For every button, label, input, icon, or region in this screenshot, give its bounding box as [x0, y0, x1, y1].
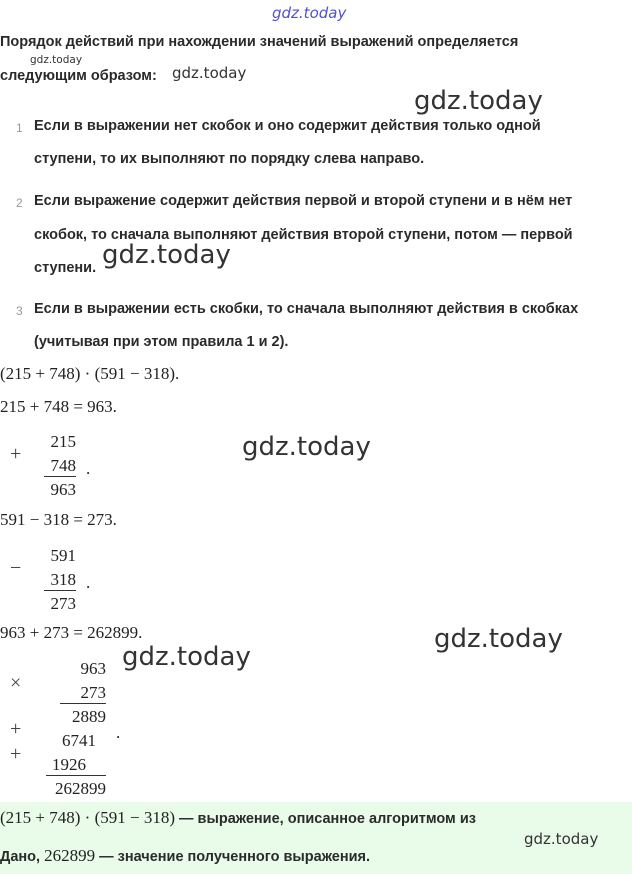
expression: (215 + 748) · (591 − 318).: [0, 364, 180, 383]
step-subtraction: 591 − 318 = 273.: [0, 510, 117, 529]
rule-2-line-2: скобок, то сначала выполняют действия второй ступени, потом — первой: [34, 227, 573, 243]
rule-1-line-1: Если в выражении нет скобок и оно содержит действия только одной: [34, 118, 541, 134]
header-watermark: gdz.today: [272, 4, 347, 22]
addend-2: 748: [44, 456, 76, 477]
partial-product-1: 2889: [72, 707, 106, 726]
answer-text-1: — выражение, описанное алгоритмом из: [174, 811, 476, 827]
answer-text-2: Дано,: [0, 849, 45, 865]
plus-operator: +: [10, 443, 22, 465]
rule-1-line-2: ступени, то их выполняют по порядку слева направо.: [34, 151, 425, 167]
watermark-large: gdz.today: [434, 624, 563, 654]
watermark-large: gdz.today: [122, 642, 251, 672]
intro-line-2: следующим образом:: [0, 68, 157, 84]
plus-operator: +: [10, 718, 22, 740]
rule-3-line-1: Если в выражении есть скобки, то сначала выполняют действия в скобках: [34, 301, 579, 317]
period: .: [86, 573, 91, 592]
plus-operator: +: [10, 743, 22, 765]
intro-line-1: Порядок действий при нахождении значений выражений определяется: [0, 34, 519, 50]
answer-line-1: [0, 808, 476, 828]
minuend: 591: [50, 546, 76, 565]
answer-value: 262899: [44, 846, 96, 865]
minus-operator: −: [10, 557, 22, 579]
answer-line-2: [0, 846, 370, 866]
rule-number-1: 1: [16, 121, 23, 135]
partial-product-2: 6741: [62, 731, 96, 750]
answer-text-3: — значение полученного выражения.: [95, 849, 371, 865]
addend-1: 215: [50, 432, 76, 451]
difference-result: 273: [50, 594, 76, 613]
partial-product-3: 1926: [46, 755, 106, 776]
times-operator: ×: [10, 672, 22, 694]
rule-number-2: 2: [16, 196, 23, 210]
period: .: [116, 723, 121, 742]
multiplier: 273: [60, 683, 106, 704]
answer-box: [0, 802, 632, 874]
rule-2-line-3: ступени.: [34, 260, 97, 276]
rule-number-3: 3: [16, 304, 23, 318]
step-addition: 215 + 748 = 963.: [0, 397, 117, 416]
rule-3-line-2: (учитывая при этом правила 1 и 2).: [34, 334, 289, 350]
watermark-large: gdz.today: [242, 432, 371, 462]
watermark-small: gdz.today: [30, 54, 83, 66]
step-multiplication: 963 + 273 = 262899.: [0, 623, 143, 642]
watermark-inline: gdz.today: [172, 64, 247, 82]
watermark-large: gdz.today: [102, 240, 231, 270]
period: .: [86, 459, 91, 478]
subtrahend: 318: [44, 570, 76, 591]
product-result: 262899: [55, 779, 106, 798]
watermark-large: gdz.today: [414, 86, 543, 116]
answer-expression: (215 + 748) · (591 − 318): [0, 808, 175, 827]
rule-2-line-1: Если выражение содержит действия первой и второй ступени и в нём нет: [34, 193, 573, 209]
watermark-inline: gdz.today: [524, 830, 599, 848]
multiplicand: 963: [80, 659, 106, 678]
sum-result: 963: [50, 480, 76, 499]
